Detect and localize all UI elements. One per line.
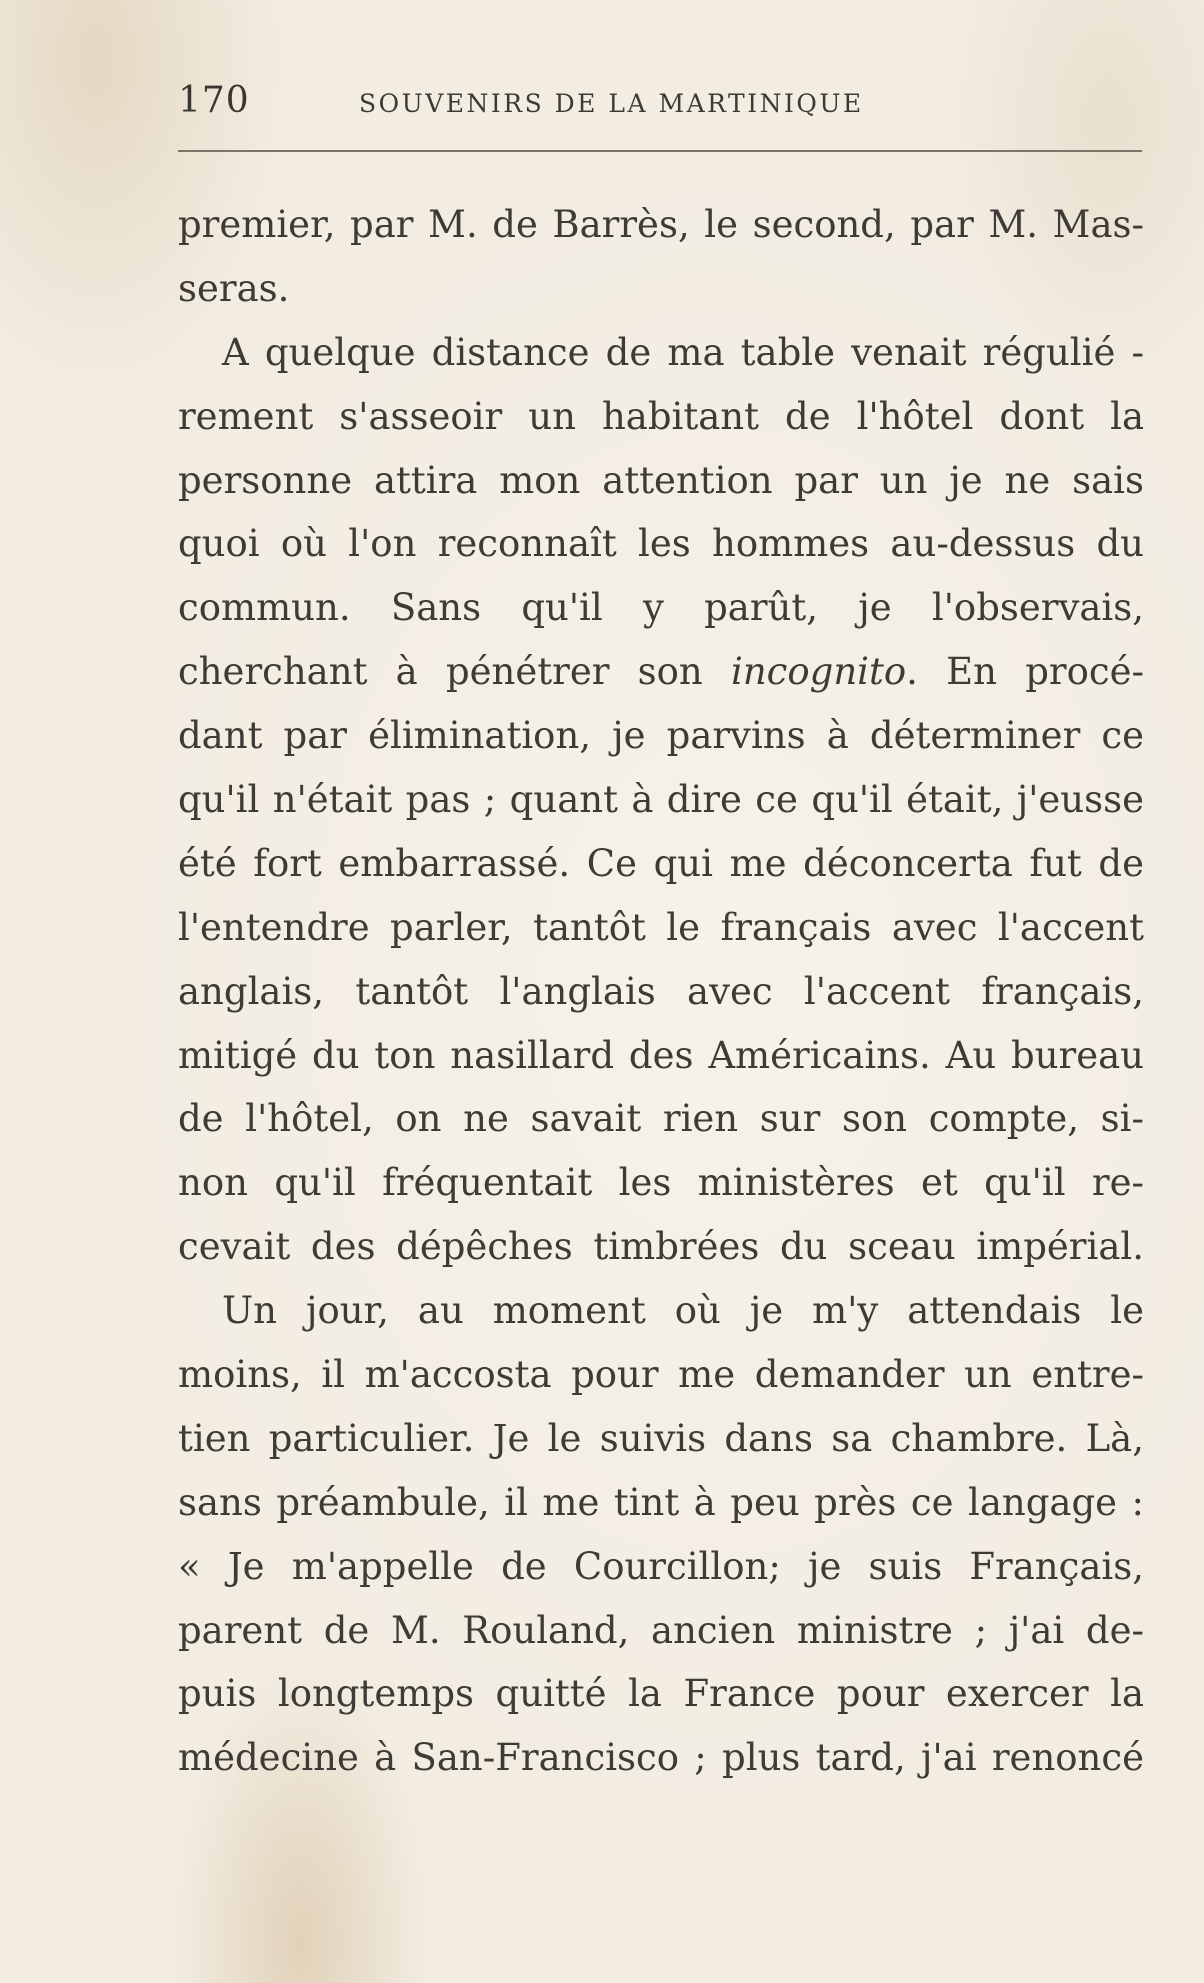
text-line: quoi où l'on reconnaît les hommes au-dessus du (178, 522, 1144, 566)
running-title: SOUVENIRS DE LA MARTINIQUE (359, 89, 864, 118)
paragraph-start-line: Un jour, au moment où je m'y attendais le (222, 1289, 1144, 1333)
running-head (178, 76, 1142, 126)
text-line: mitigé du ton nasillard des Américains. Au bureau (178, 1033, 1144, 1077)
text-run: . En procé- (906, 650, 1144, 694)
italic-word: incognito (730, 650, 907, 694)
paragraph-start-line: A quelque distance de ma table venait régulié - (222, 330, 1144, 374)
text-line: médecine à San-Francisco ; plus tard, j'ai renoncé (178, 1736, 1144, 1780)
text-run: cherchant à pénétrer son (178, 650, 731, 694)
text-line: moins, il m'accosta pour me demander un entre- (178, 1353, 1144, 1397)
text-line: puis longtemps quitté la France pour exercer la (178, 1672, 1144, 1716)
page-number: 170 (178, 80, 250, 121)
text-line: seras. (178, 266, 290, 310)
body-text (178, 193, 1144, 1790)
text-line: anglais, tantôt l'anglais avec l'accent français, (178, 969, 1144, 1013)
text-line: premier, par M. de Barrès, le second, par M. Mas- (178, 203, 1144, 246)
text-line: « Je m'appelle de Courcillon; je suis Français, (178, 1544, 1144, 1588)
text-line: parent de M. Rouland, ancien ministre ; j'ai de- (178, 1608, 1144, 1652)
text-line: de l'hôtel, on ne savait rien sur son compte, si- (178, 1097, 1144, 1141)
text-line (178, 640, 1144, 704)
header-rule (178, 150, 1142, 152)
text-line: rement s'asseoir un habitant de l'hôtel dont la (178, 394, 1144, 438)
text-line: l'entendre parler, tantôt le français avec l'accent (178, 905, 1144, 949)
text-line: cevait des dépêches timbrées du sceau impérial. (178, 1225, 1144, 1269)
text-line: commun. Sans qu'il y parût, je l'observais, (178, 586, 1144, 630)
text-line: été fort embarrassé. Ce qui me déconcerta fut de (178, 841, 1144, 885)
text-line: dant par élimination, je parvins à déterminer ce (178, 714, 1144, 758)
text-line: tien particulier. Je le suivis dans sa chambre. Là, (178, 1416, 1144, 1460)
text-line: personne attira mon attention par un je ne sais (178, 458, 1144, 502)
text-line: qu'il n'était pas ; quant à dire ce qu'il était, j'eusse (178, 778, 1144, 822)
text-line: non qu'il fréquentait les ministères et qu'il re- (178, 1161, 1144, 1205)
text-line: sans préambule, il me tint à peu près ce langage : (178, 1480, 1144, 1524)
